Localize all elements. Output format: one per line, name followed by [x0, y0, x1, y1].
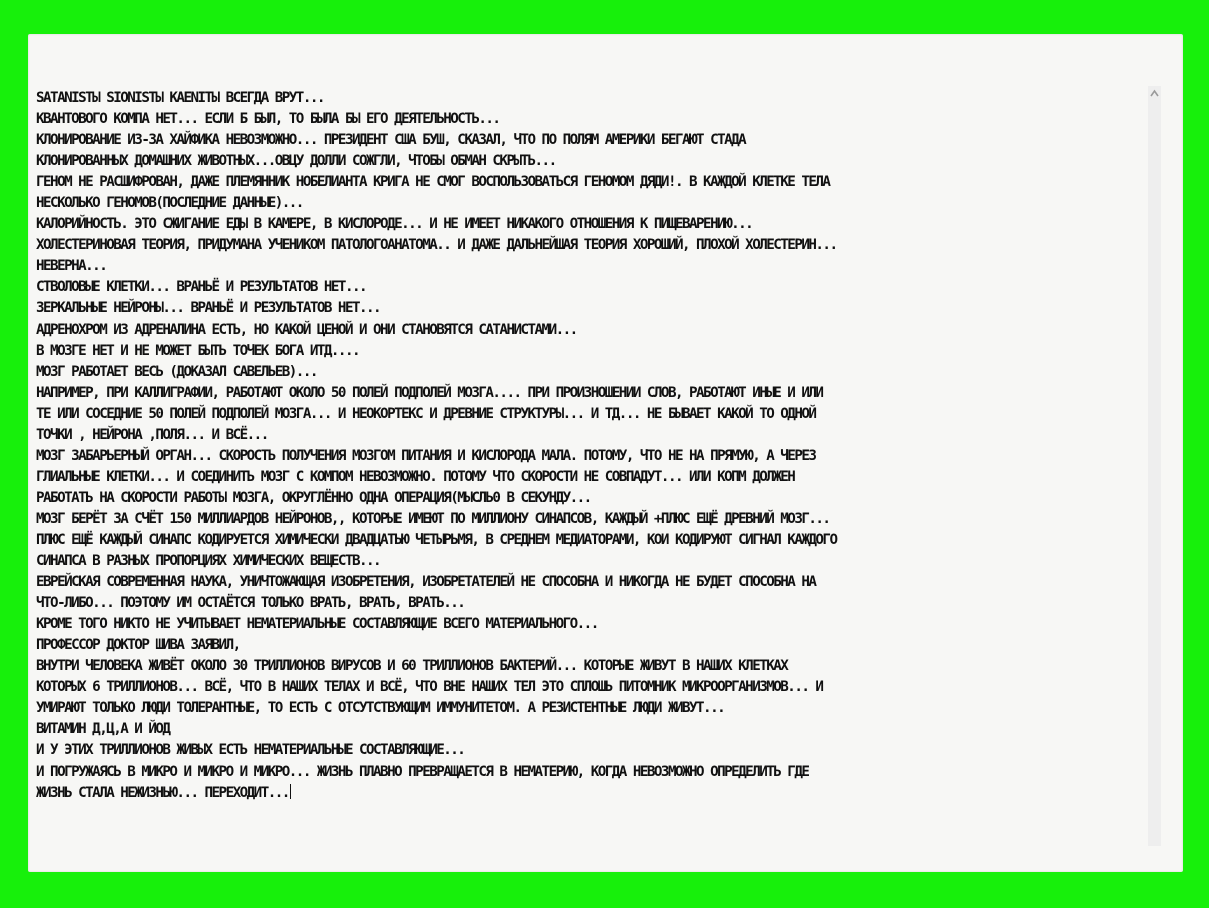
document-line: КВАНТОВОГО КОМПА НЕТ... ЕСЛИ Б БЫЛ, ТО БЫЛА БЫ ЕГО ДЕЯТЕЛЬНОСТЬ... [36, 111, 500, 128]
document-line: СТВОЛОВЫЕ КЛЕТКИ... ВРАНЬЁ И РЕЗУЛЬТАТОВ НЕТ... [36, 279, 367, 296]
document-line: КОТОРЫХ 6 ТРИЛЛИОНОВ... ВСЁ, ЧТО В НАШИХ ТЕЛАХ И ВСЁ, ЧТО ВНЕ НАШИХ ТЕЛ ЭТО СПЛОШЬ ПИТОМНИК МИКРООРГАНИЗМОВ... И [36, 679, 823, 696]
document-line: В МОЗГЕ НЕТ И НЕ МОЖЕТ БЫТЬ ТОЧЕК БОГА ИТД.... [36, 342, 359, 359]
document-line: МОЗГ БЕРЁТ ЗА СЧЁТ 150 МИЛЛИАРДОВ НЕЙРОНОВ,, КОТОРЫЕ ИМЕЮТ ПО МИЛЛИОНУ СИНАПСОВ, КАЖДЫЙ +ПЛЮС ЕЩЁ ДРЕВНИЙ МОЗГ... [36, 510, 830, 527]
document-line: ГЛИАЛЬНЫЕ КЛЕТКИ... И СОЕДИНИТЬ МОЗГ С КОМПОМ НЕВОЗМОЖНО. ПОТОМУ ЧТО СКОРОСТИ НЕ СОВПАДУТ... ИЛИ КОПМ ДОЛЖЕН [36, 468, 795, 485]
document-line: УМИРАЮТ ТОЛЬКО ЛЮДИ ТОЛЕРАНТНЫЕ, ТО ЕСТЬ С ОТСУТСТВУЮЩИМ ИММУНИТЕТОМ. А РЕЗИСТЕНТНЫЕ ЛЮДИ ЖИВУТ... [36, 700, 725, 717]
document-line: КРОМЕ ТОГО НИКТО НЕ УЧИТЫВАЕТ НЕМАТЕРИАЛЬНЫЕ СОСТАВЛЯЮЩИЕ ВСЕГО МАТЕРИАЛЬНОГО... [36, 616, 598, 633]
vertical-scrollbar[interactable] [1148, 86, 1161, 846]
scroll-up-arrow-icon[interactable] [1148, 86, 1161, 100]
document-line: ВИТАМИН Д,Ц,А И ЙОД [36, 721, 170, 738]
document-line: КЛОНИРОВАНИЕ ИЗ-ЗА ХАЙФИКА НЕВОЗМОЖНО... ПРЕЗИДЕНТ США БУШ, СКАЗАЛ, ЧТО ПО ПОЛЯМ АМЕРИКИ БЕГАЮТ СТАДА [36, 132, 746, 149]
document-line: SATANISTЫ SIONISTЫ KAENITЫ ВСЕГДА ВРУТ... [36, 90, 324, 106]
document-text-area[interactable] [36, 88, 1150, 848]
document-line: АДРЕНОХРОМ ИЗ АДРЕНАЛИНА ЕСТЬ, НО КАКОЙ ЦЕНОЙ И ОНИ СТАНОВЯТСЯ САТАНИСТАМИ... [36, 321, 577, 338]
document-line: ТЕ ИЛИ СОСЕДНИЕ 50 ПОЛЕЙ ПОДПОЛЕЙ МОЗГА... И НЕОКОРТЕКС И ДРЕВНИЕ СТРУКТУРЫ... И ТД... НЕ БЫВАЕТ КАКОЙ ТО ОДНОЙ [36, 405, 816, 422]
document-line: ТОЧКИ , НЕЙРОНА ,ПОЛЯ... И ВСЁ... [36, 426, 268, 443]
document-line: ВНУТРИ ЧЕЛОВЕКА ЖИВЁТ ОКОЛО 30 ТРИЛЛИОНОВ ВИРУСОВ И 60 ТРИЛЛИОНОВ БАКТЕРИЙ... КОТОРЫЕ ЖИВУТ В НАШИХ КЛЕТКАХ [36, 658, 788, 675]
document-line: КЛОНИРОВАННЫХ ДОМАШНИХ ЖИВОТНЫХ...ОВЦУ ДОЛЛИ СОЖГЛИ, ЧТОБЫ ОБМАН СКРЫТЬ... [36, 153, 556, 170]
text-editor-window [28, 34, 1183, 872]
document-line: ХОЛЕСТЕРИНОВАЯ ТЕОРИЯ, ПРИДУМАНА УЧЕНИКОМ ПАТОЛОГОАНАТОМА.. И ДАЖЕ ДАЛЬНЕЙШАЯ ТЕОРИЯ ХОРОШИЙ, ПЛОХОЙ ХОЛЕСТЕРИН... [36, 237, 837, 254]
document-line: ГЕНОМ НЕ РАСШИФРОВАН, ДАЖЕ ПЛЕМЯННИК НОБЕЛИАНТА КРИГА НЕ СМОГ ВОСПОЛЬЗОВАТЬСЯ ГЕНОМОМ ДЯДИ!. В КАЖДОЙ КЛЕТКЕ ТЕЛА [36, 174, 830, 191]
document-line: КАЛОРИЙНОСТЬ. ЭТО СЖИГАНИЕ ЕДЫ В КАМЕРЕ, В КИСЛОРОДЕ... И НЕ ИМЕЕТ НИКАКОГО ОТНОШЕНИЯ К ПИЩЕВАРЕНИЮ... [36, 216, 753, 233]
text-cursor [290, 784, 291, 799]
document-line: СИНАПСА В РАЗНЫХ ПРОПОРЦИЯХ ХИМИЧЕСКИХ ВЕЩЕСТВ... [36, 553, 381, 570]
document-line: И У ЭТИХ ТРИЛЛИОНОВ ЖИВЫХ ЕСТЬ НЕМАТЕРИАЛЬНЫЕ СОСТАВЛЯЮЩИЕ... [36, 742, 465, 759]
document-line: МОЗГ ЗАБАРЬЕРНЫЙ ОРГАН... СКОРОСТЬ ПОЛУЧЕНИЯ МОЗГОМ ПИТАНИЯ И КИСЛОРОДА МАЛА. ПОТОМУ, ЧТО НЕ НА ПРЯМУЮ, А ЧЕРЕЗ [36, 447, 816, 464]
document-text[interactable] [36, 88, 1150, 804]
document-line: НЕСКОЛЬКО ГЕНОМОВ(ПОСЛЕДНИЕ ДАННЫЕ)... [36, 195, 303, 212]
document-line: ЖИЗНЬ СТАЛА НЕЖИЗНЬЮ... ПЕРЕХОДИТ... [36, 784, 289, 801]
document-line: НЕВЕРНА... [36, 258, 107, 275]
document-line: И ПОГРУЖАЯСЬ В МИКРО И МИКРО И МИКРО... ЖИЗНЬ ПЛАВНО ПРЕВРАЩАЕТСЯ В НЕМАТЕРИЮ, КОГДА НЕВОЗМОЖНО ОПРЕДЕЛИТЬ ГДЕ [36, 763, 809, 780]
document-line: РАБОТАТЬ НА СКОРОСТИ РАБОТЫ МОЗГА, ОКРУГЛЁННО ОДНА ОПЕРАЦИЯ(МЫСЛЬ0 В СЕКУНДУ... [36, 489, 591, 506]
document-line: ПРОФЕССОР ДОКТОР ШИВА ЗАЯВИЛ, [36, 637, 240, 654]
document-line: ПЛЮС ЕЩЁ КАЖДЫЙ СИНАПС КОДИРУЕТСЯ ХИМИЧЕСКИ ДВАДЦАТЬЮ ЧЕТЫРЬМЯ, В СРЕДНЕМ МЕДИАТОРАМИ, КОИ КОДИРУЮТ СИГНАЛ КАЖДОГО [36, 531, 837, 548]
document-line: МОЗГ РАБОТАЕТ ВЕСЬ (ДОКАЗАЛ САВЕЛЬЕВ)... [36, 363, 317, 380]
document-line: ЕВРЕЙСКАЯ СОВРЕМЕННАЯ НАУКА, УНИЧТОЖАЮЩАЯ ИЗОБРЕТЕНИЯ, ИЗОБРЕТАТЕЛЕЙ НЕ СПОСОБНА И НИКОГДА НЕ БУДЕТ СПОСОБНА НА [36, 574, 816, 591]
document-line: НАПРИМЕР, ПРИ КАЛЛИГРАФИИ, РАБОТАЮТ ОКОЛО 50 ПОЛЕЙ ПОДПОЛЕЙ МОЗГА.... ПРИ ПРОИЗНОШЕНИИ СЛОВ, РАБОТАЮТ ИНЫЕ И ИЛИ [36, 384, 823, 401]
document-line: ЧТО-ЛИБО... ПОЭТОМУ ИМ ОСТАЁТСЯ ТОЛЬКО ВРАТЬ, ВРАТЬ, ВРАТЬ... [36, 595, 465, 612]
document-line: ЗЕРКАЛЬНЫЕ НЕЙРОНЫ... ВРАНЬЁ И РЕЗУЛЬТАТОВ НЕТ... [36, 300, 381, 317]
